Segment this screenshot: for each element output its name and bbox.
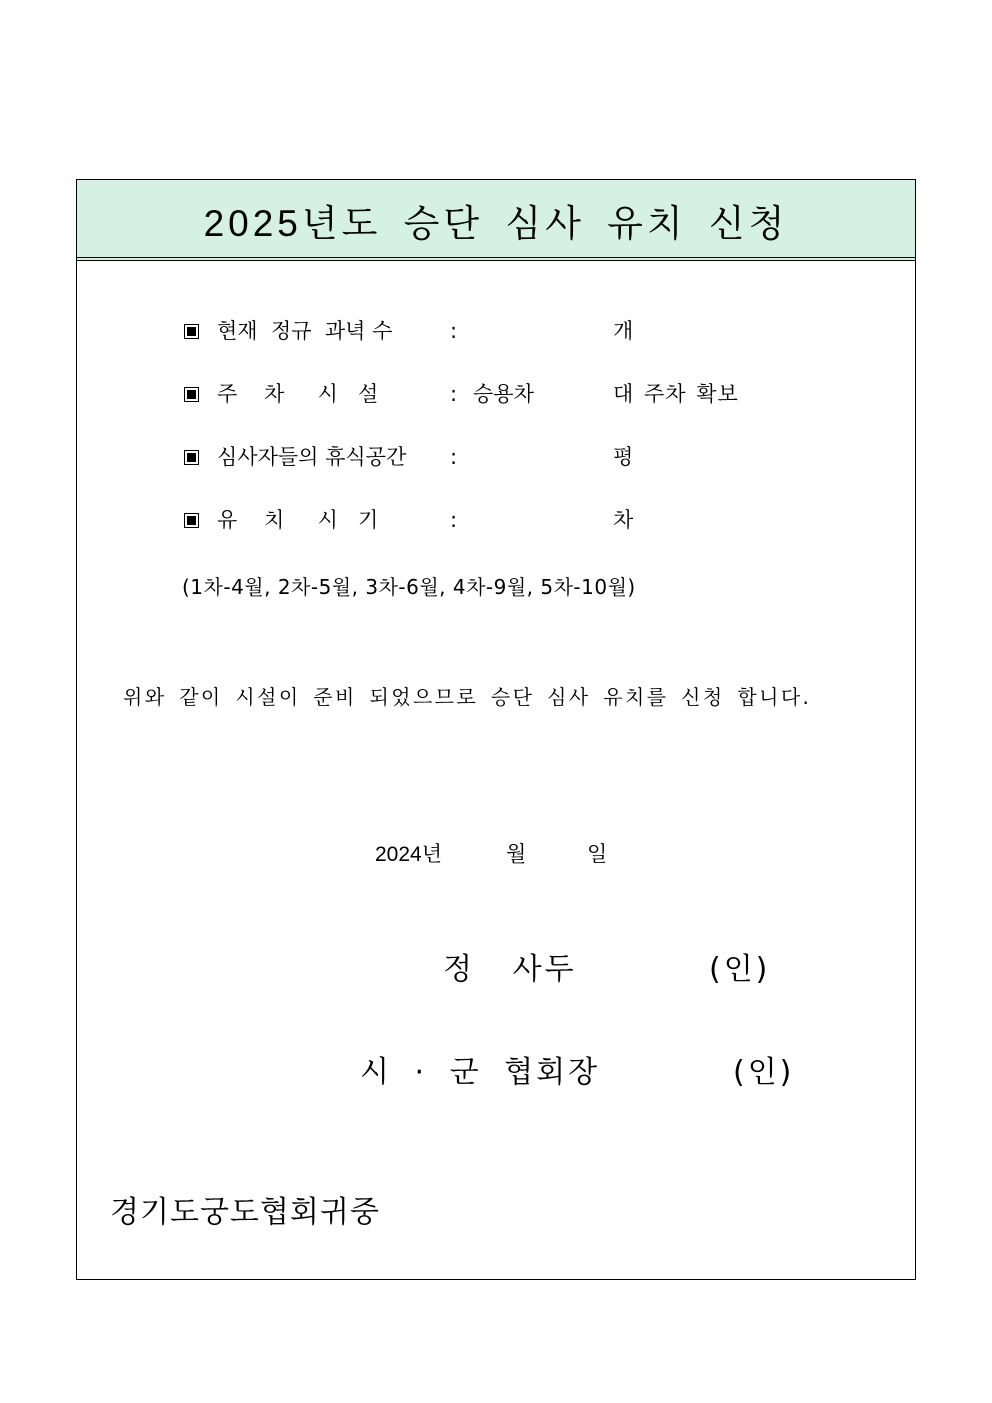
application-form bbox=[76, 179, 916, 1280]
item-colon: : bbox=[450, 319, 458, 343]
date-day: 일 bbox=[587, 843, 608, 866]
schedule-note: (1차-4월, 2차-5월, 3차-6월, 4차-9월, 5차-10월) bbox=[182, 575, 636, 599]
item-colon: : bbox=[450, 382, 458, 406]
item-colon: : bbox=[450, 445, 458, 469]
date-year: 2024년 bbox=[375, 843, 443, 866]
item-value: 승용차 bbox=[473, 382, 534, 406]
date-month: 월 bbox=[506, 843, 527, 866]
item-unit: 대 주차 확보 bbox=[613, 382, 739, 406]
item-row-rest-area bbox=[184, 444, 199, 470]
form-title: 2025년도 승단 심사 유치 신청 bbox=[203, 202, 789, 244]
signature-line-1-seal: (인) bbox=[709, 952, 771, 987]
item-label: 유 치 시 기 bbox=[217, 508, 379, 532]
item-label: 심사자들의 휴식공간 bbox=[217, 445, 407, 469]
recipient: 경기도궁도협회귀중 bbox=[110, 1195, 380, 1230]
checkbox-icon[interactable] bbox=[184, 513, 199, 528]
item-label: 주 차 시 설 bbox=[217, 382, 379, 406]
checkbox-icon[interactable] bbox=[184, 387, 199, 402]
item-row-timing bbox=[184, 507, 199, 533]
application-statement: 위와 같이 시설이 준비 되었으므로 승단 심사 유치를 신청 합니다. bbox=[123, 685, 812, 709]
item-row-targets bbox=[184, 318, 199, 344]
item-row-parking bbox=[184, 381, 199, 407]
item-label: 현재 정규 과녁 수 bbox=[217, 319, 393, 343]
signature-line-1-title: 정 사두 bbox=[443, 952, 577, 987]
checkbox-icon[interactable] bbox=[184, 324, 199, 339]
signature-line-2-seal: (인) bbox=[733, 1055, 795, 1090]
item-unit: 평 bbox=[613, 445, 634, 469]
item-unit: 차 bbox=[613, 508, 634, 532]
item-unit: 개 bbox=[613, 319, 634, 343]
title-band bbox=[77, 180, 915, 261]
checkbox-icon[interactable] bbox=[184, 450, 199, 465]
item-colon: : bbox=[450, 508, 458, 532]
signature-line-2-title: 시 · 군 협회장 bbox=[360, 1055, 601, 1090]
